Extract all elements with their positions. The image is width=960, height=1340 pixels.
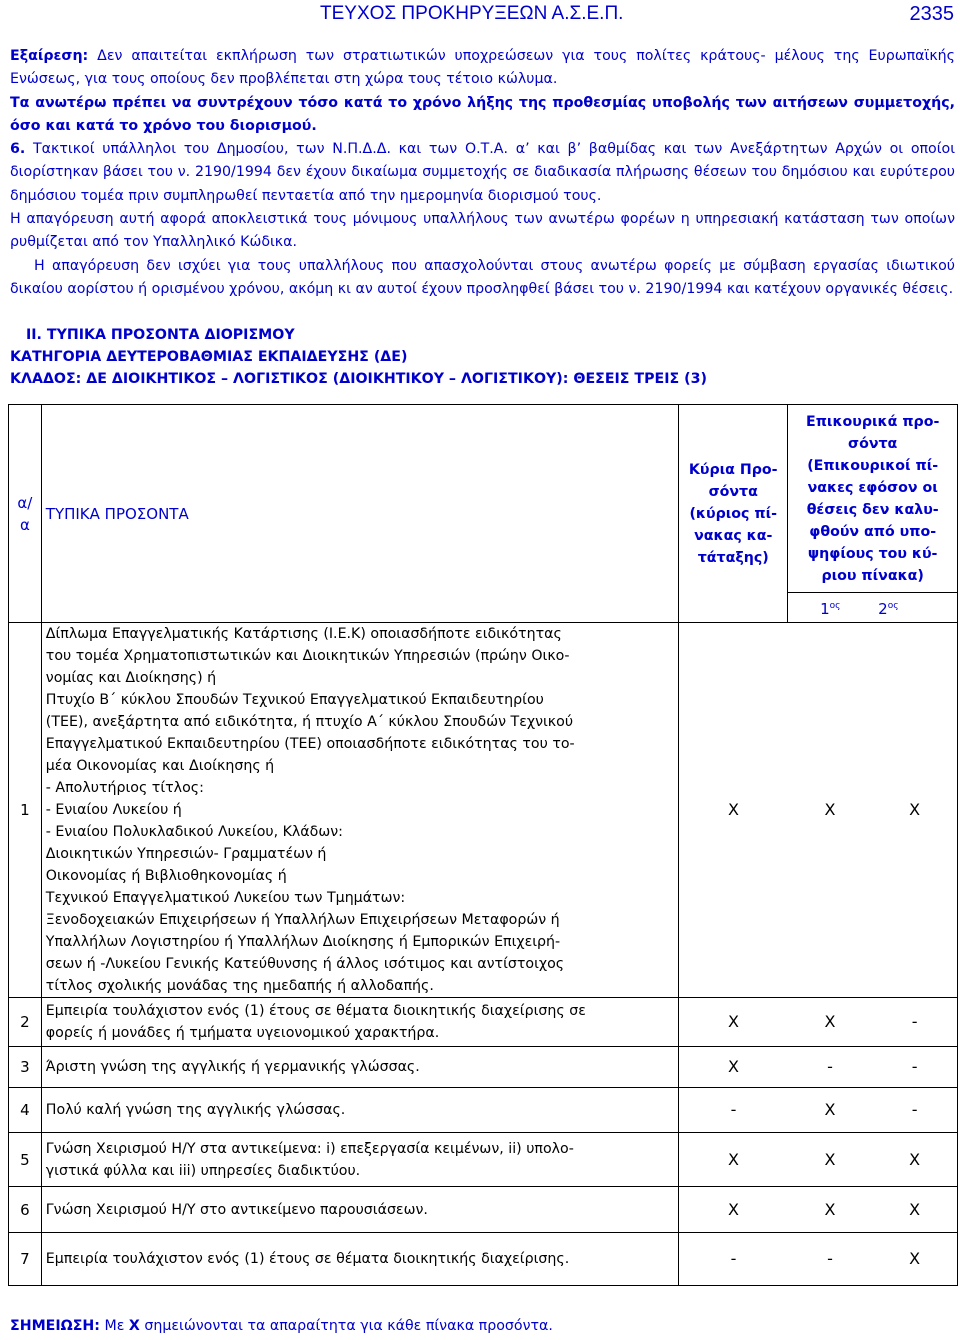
aux1-mark: X — [788, 998, 872, 1047]
category-heading: ΚΑΤΗΓΟΡΙΑ ΔΕΥΤΕΡΟΒΑΘΜΙΑΣ ΕΚΠΑΙΔΕΥΣΗΣ (ΔΕ) — [10, 349, 408, 365]
row-number: 6 — [9, 1187, 42, 1233]
intro-text — [10, 45, 955, 301]
header-aux-qualifications — [788, 405, 958, 593]
main-mark: - — [679, 1088, 788, 1133]
row-description — [41, 623, 678, 998]
main-mark: - — [679, 1233, 788, 1286]
description-line: Πτυχίο Β΄ κύκλου Σπουδών Τεχνικού Επαγγελματικού Εκπαιδευτηρίου — [45, 692, 544, 708]
footnote-mark: Χ — [128, 1318, 140, 1334]
header-main-line: Κύρια Προ- — [688, 461, 778, 478]
description-line: Διοικητικών Υπηρεσιών- Γραμματέων ή — [45, 846, 327, 862]
header-aux-line: θέσεις δεν καλυ- — [806, 501, 939, 518]
main-mark: X — [679, 1187, 788, 1233]
description-line: μέα Οικονομίας και Διοίκησης ή — [45, 758, 275, 774]
header-main-line: (κύριος πί- — [689, 505, 778, 522]
page-header — [0, 0, 960, 34]
table-body — [9, 623, 958, 1286]
description-line: Τεχνικού Επαγγελματικού Λυκείου των Τμημάτων: — [45, 890, 406, 906]
description-line: Πολύ καλή γνώση της αγγλικής γλώσσας. — [45, 1102, 346, 1118]
header-aa-line: α — [19, 515, 30, 534]
main-mark: X — [679, 623, 788, 998]
header-aux-line: ριου πίνακα) — [821, 567, 924, 584]
header-aux-line: φθούν από υπο- — [809, 523, 937, 540]
aux2-mark: X — [872, 623, 957, 998]
description-line: Εμπειρία τουλάχιστον ενός (1) έτους σε θέματα διοικητικής διαχείρισης. — [45, 1251, 570, 1267]
section-headings — [10, 324, 955, 390]
header-main-qualifications — [679, 405, 788, 623]
item-6-label: 6. — [10, 141, 26, 158]
header-aa-line: α/ — [17, 493, 33, 512]
main-mark: X — [679, 998, 788, 1047]
item-6-text: Τακτικοί υπάλληλοι του Δημοσίου, των Ν.Π.Δ.Δ. και των Ο.Τ.Α. α’ και β’ βαθμίδας και των Ανεξάρτητων Αρχών οι οποίοι διορίστηκαν βάσει του ν. 2190/1994 δεν έχουν δικαίωμα συμμετοχής σε διαδικασία πλήρωσης θέσεων του δημόσιου και ευρύτερου δημόσιου τομέα πριν συμπληρωθεί πενταετία από την ημερομηνία διορισμού τους. — [10, 141, 955, 204]
header-aux-line: Επικουρικά προ- — [806, 413, 940, 430]
qualifications-table — [8, 404, 958, 1286]
aux2-mark: X — [872, 1233, 957, 1286]
description-line: Γνώση Χειρισμού Η/Υ στο αντικείμενο παρουσιάσεων. — [45, 1201, 428, 1218]
header-aux-line: νακες εφόσον οι — [807, 479, 938, 496]
table-row — [9, 998, 958, 1047]
description-line: του τομέα Χρηματοπιστωτικών και Διοικητικών Υπηρεσιών (πρώην Οικο- — [45, 648, 570, 664]
table-row — [9, 1187, 958, 1233]
row-description — [41, 1133, 678, 1187]
table-row — [9, 623, 958, 998]
main-mark: X — [679, 1133, 788, 1187]
header-aa — [9, 405, 42, 623]
description-line: Γνώση Χειρισμού Η/Υ στα αντικείμενα: i) επεξεργασία κειμένων, ii) υπολο- — [45, 1140, 574, 1157]
footnote — [10, 1318, 553, 1334]
conditions-paragraph: Τα ανωτέρω πρέπει να συντρέχουν τόσο κατά το χρόνο λήξης της προθεσμίας υποβολής των αιτήσεων συμμετοχής, όσο και κατά το χρόνο του διορισμού. — [10, 94, 955, 134]
row-number: 1 — [9, 623, 42, 998]
aux1-mark: X — [788, 623, 872, 998]
exception-paragraph: Η απαγόρευση δεν ισχύει για τους υπαλλήλους που απασχολούνται στους ανωτέρω φορείς με σύμβαση εργασίας ιδιωτικού δικαίου αορίστου ή ορισμένου χρόνου, ακόμη κι αν αυτοί έχουν προσληφθεί βάσει του ν. 2190/1994 και κατέχουν οργανικές θέσεις. — [10, 257, 955, 297]
table-row — [9, 1047, 958, 1088]
description-line: τίτλος σχολικής μονάδας της ημεδαπής ή αλλοδαπής. — [45, 978, 434, 994]
description-line: Ξενοδοχειακών Επιχειρήσεων ή Υπαλλήλων Επιχειρήσεων Μεταφορών ή — [45, 912, 560, 928]
aux1-mark: - — [788, 1047, 872, 1088]
exemption-label: Εξαίρεση: — [10, 48, 89, 64]
footnote-text-b: σημειώνονται τα απαραίτητα για κάθε πίνακα προσόντα. — [139, 1318, 553, 1334]
aux2-mark: X — [872, 1133, 957, 1187]
row-description — [41, 1233, 678, 1286]
aux1-mark: X — [788, 1088, 872, 1133]
footnote-text-a: Με — [99, 1318, 129, 1334]
row-number: 7 — [9, 1233, 42, 1286]
aux2-mark: - — [872, 1088, 957, 1133]
aux2-mark: - — [872, 998, 957, 1047]
description-line: σεων ή -Λυκείου Γενικής Κατεύθυνσης ή άλλος ισότιμος και αντίστοιχος — [45, 956, 565, 972]
exemption-text: Δεν απαιτείται εκπλήρωση των στρατιωτικών υποχρεώσεων για τους πολίτες κράτους- μέλους της Ευρωπαϊκής Ενώσεως, για τους οποίους δεν προβλέπεται στη χώρα τους τέτοιο κώλυμα. — [10, 48, 955, 88]
aux-1-suffix: ος — [829, 601, 841, 611]
description-line: - Ενιαίου Πολυκλαδικού Λυκείου, Κλάδων: — [45, 824, 343, 840]
table-header-row — [9, 405, 958, 593]
issue-title: ΤΕΥΧΟΣ ΠΡΟΚΗΡΥΞΕΩΝ Α.Σ.Ε.Π. — [320, 3, 624, 24]
description-line: Επαγγελματικού Εκπαιδευτηρίου (ΤΕΕ) οποιασδήποτε ειδικότητας του το- — [45, 736, 575, 752]
header-aux-1 — [788, 593, 872, 623]
row-number: 2 — [9, 998, 42, 1047]
header-aux-line: σόντα — [848, 435, 898, 452]
aux1-mark: X — [788, 1187, 872, 1233]
page-number: 2335 — [909, 3, 954, 25]
aux-2-suffix: ος — [887, 601, 899, 611]
header-aux-line: ψηφίους του κύ- — [807, 545, 938, 562]
aux1-mark: X — [788, 1133, 872, 1187]
row-description — [41, 998, 678, 1047]
main-mark: X — [679, 1047, 788, 1088]
row-number: 4 — [9, 1088, 42, 1133]
header-qualifications: ΤΥΠΙΚΑ ΠΡΟΣΟΝΤΑ — [41, 405, 678, 623]
description-line: Οικονομίας ή Βιβλιοθηκονομίας ή — [45, 868, 287, 884]
branch-heading: ΚΛΑΔΟΣ: ΔΕ ΔΙΟΙΚΗΤΙΚΟΣ – ΛΟΓΙΣΤΙΚΟΣ (ΔΙΟΙΚΗΤΙΚΟΥ – ΛΟΓΙΣΤΙΚΟΥ): ΘΕΣΕΙΣ ΤΡΕΙΣ (3) — [10, 371, 707, 387]
header-aux-line: (Επικουρικοί πί- — [807, 457, 939, 474]
row-description — [41, 1187, 678, 1233]
description-line: φορείς ή μονάδες ή τμήματα υγειονομικού χαρακτήρα. — [45, 1025, 440, 1041]
aux-1-number: 1 — [820, 600, 830, 618]
description-line: γιστικά φύλλα και iii) υπηρεσίες διαδικτύου. — [45, 1162, 361, 1179]
header-main-line: τάταξης) — [697, 549, 769, 566]
aux-2-number: 2 — [878, 600, 888, 618]
description-line: (ΤΕΕ), ανεξάρτητα από ειδικότητα, ή πτυχίο Α΄ κύκλου Σπουδών Τεχνικού — [45, 714, 574, 730]
description-line: - Ενιαίου Λυκείου ή — [45, 802, 182, 818]
description-line: Άριστη γνώση της αγγλικής ή γερμανικής γλώσσας. — [45, 1059, 420, 1075]
footnote-label: ΣΗΜΕΙΩΣΗ: — [10, 1318, 100, 1334]
aux2-mark: - — [872, 1047, 957, 1088]
row-number: 3 — [9, 1047, 42, 1088]
table-row — [9, 1133, 958, 1187]
prohibition-paragraph: Η απαγόρευση αυτή αφορά αποκλειστικά τους μόνιμους υπαλλήλους των ανωτέρω φορέων η υπηρεσιακή κατάσταση των οποίων ρυθμίζεται από τον Υπαλληλικό Κώδικα. — [10, 211, 955, 251]
row-number: 5 — [9, 1133, 42, 1187]
exemption-paragraph — [10, 45, 955, 92]
table-row — [9, 1088, 958, 1133]
description-line: Υπαλλήλων Λογιστηρίου ή Υπαλλήλων Διοίκησης ή Εμπορικών Επιχειρή- — [45, 934, 561, 950]
description-line: - Απολυτήριος τίτλος: — [45, 780, 204, 796]
header-main-line: σόντα — [708, 483, 758, 500]
description-line: Εμπειρία τουλάχιστον ενός (1) έτους σε θέματα διοικητικής διαχείρισης σε — [45, 1003, 586, 1019]
header-aux-2 — [872, 593, 957, 623]
row-description — [41, 1088, 678, 1133]
section-heading: ΙΙ. ΤΥΠΙΚΑ ΠΡΟΣΟΝΤΑ ΔΙΟΡΙΣΜΟΥ — [26, 327, 295, 343]
description-line: νομίας και Διοίκησης) ή — [45, 670, 217, 686]
header-main-line: νακας κα- — [694, 527, 773, 544]
table-row — [9, 1233, 958, 1286]
aux1-mark: - — [788, 1233, 872, 1286]
row-description — [41, 1047, 678, 1088]
aux2-mark: X — [872, 1187, 957, 1233]
item-6-paragraph — [10, 138, 955, 208]
description-line: Δίπλωμα Επαγγελματικής Κατάρτισης (Ι.Ε.Κ) οποιασδήποτε ειδικότητας — [45, 626, 562, 642]
